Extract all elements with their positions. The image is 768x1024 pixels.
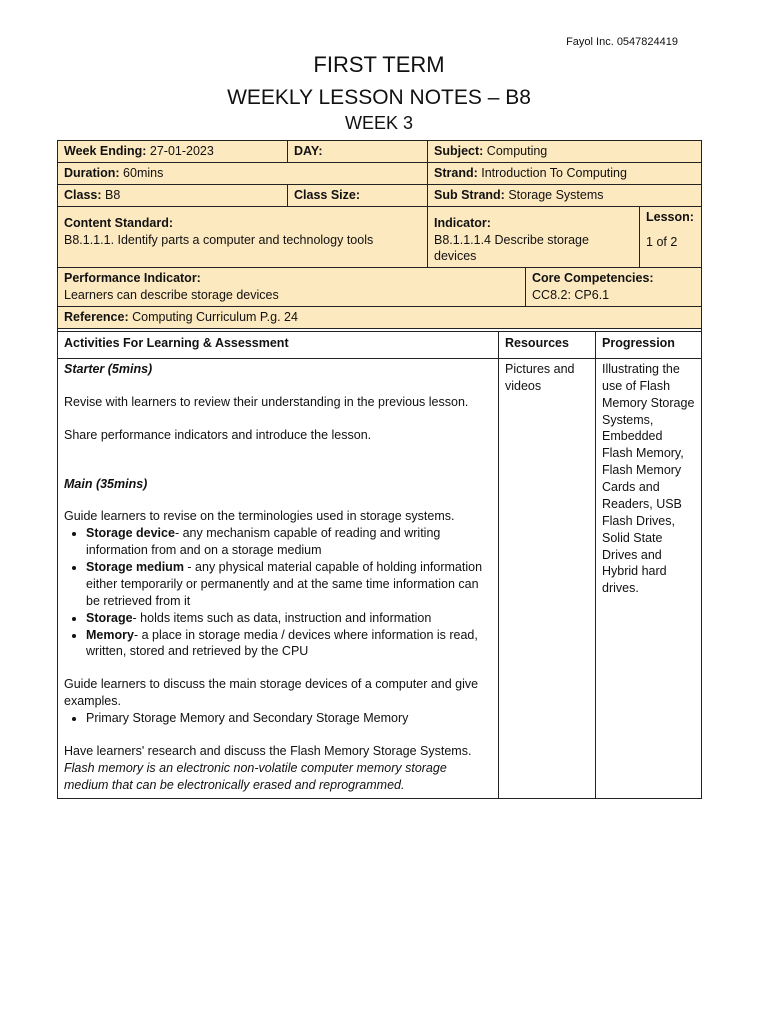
list-item: • Memory- a place in storage media / devices where information is read, written, stored and retrieved by the CPU	[86, 627, 492, 661]
info-row-class	[58, 184, 702, 206]
starter-paragraph-2: Share performance indicators and introduce the lesson.	[64, 427, 372, 442]
terms-list	[64, 525, 492, 660]
discuss-list	[64, 710, 492, 727]
info-row-performance	[58, 268, 702, 307]
performance-cell: Performance Indicator: Learners can describe storage devices	[58, 268, 526, 307]
duration-cell: Duration: 60mins	[58, 162, 428, 184]
class-size-cell: Class Size:	[288, 184, 428, 206]
activities-content-cell	[58, 358, 499, 798]
starter-paragraph-1: Revise with learners to review their understanding in the previous lesson.	[64, 394, 469, 409]
list-item: • Storage device- any mechanism capable of reading and writing information from and on a storage medium	[86, 525, 492, 559]
flash-memory-definition: Flash memory is an electronic non-volatile computer memory storage medium that can be electronically erased and reprogrammed.	[64, 760, 447, 792]
lesson-cell: Lesson: 1 of 2	[640, 206, 702, 268]
info-row-week	[58, 141, 702, 163]
list-item: • Storage- holds items such as data, instruction and information	[86, 610, 492, 627]
term-title: FIRST TERM	[313, 52, 445, 77]
indicator-cell: Indicator: B8.1.1.1.4 Describe storage devices	[428, 206, 640, 268]
content-standard-cell: Content Standard: B8.1.1.1. Identify parts a computer and technology tools	[58, 206, 428, 268]
lesson-info-table	[57, 140, 702, 329]
activities-body-row	[58, 358, 702, 798]
spacer-row	[58, 310, 702, 332]
week-title: WEEK 3	[344, 113, 414, 133]
list-item: • Primary Storage Memory and Secondary Storage Memory	[86, 710, 492, 727]
list-item: • Storage medium - any physical material capable of holding information either temporarily or permanently and at the same time information can be retrieved from it	[86, 559, 492, 610]
document-title: WEEKLY LESSON NOTES – B8	[227, 86, 531, 109]
info-row-standard	[58, 206, 702, 268]
core-competencies-cell: Core Competencies: CC8.2: CP6.1	[526, 268, 702, 307]
progression-cell: Illustrating the use of Flash Memory Storage Systems, Embedded Flash Memory, Flash Memory Cards and Readers, USB Flash Drives, Solid State Drives and Hybrid hard drives.	[596, 358, 702, 798]
activities-header-row	[58, 332, 702, 359]
publisher-contact: Fayol Inc. 0547824419	[566, 36, 678, 48]
reference-cell: Reference: Computing Curriculum P.g. 24	[58, 307, 702, 329]
resources-cell: Pictures and videos	[499, 358, 596, 798]
info-row-duration	[58, 162, 702, 184]
research-paragraph: Have learners' research and discuss the Flash Memory Storage Systems.	[64, 743, 472, 758]
activities-column-header: Activities For Learning & Assessment	[58, 332, 499, 359]
starter-heading: Starter (5mins)	[64, 361, 153, 376]
resources-column-header: Resources	[499, 332, 596, 359]
discuss-paragraph: Guide learners to discuss the main storage devices of a computer and give examples.	[64, 677, 479, 709]
sub-strand-cell: Sub Strand: Storage Systems	[428, 184, 702, 206]
activities-table	[57, 310, 702, 799]
progression-column-header: Progression	[596, 332, 702, 359]
week-ending-cell: Week Ending: 27-01-2023	[58, 141, 288, 163]
class-cell: Class: B8	[58, 184, 288, 206]
subject-cell: Subject: Computing	[428, 141, 702, 163]
strand-cell: Strand: Introduction To Computing	[428, 162, 702, 184]
main-heading: Main (35mins)	[64, 476, 148, 491]
main-intro: Guide learners to revise on the terminologies used in storage systems.	[64, 509, 455, 524]
day-cell: DAY:	[288, 141, 428, 163]
